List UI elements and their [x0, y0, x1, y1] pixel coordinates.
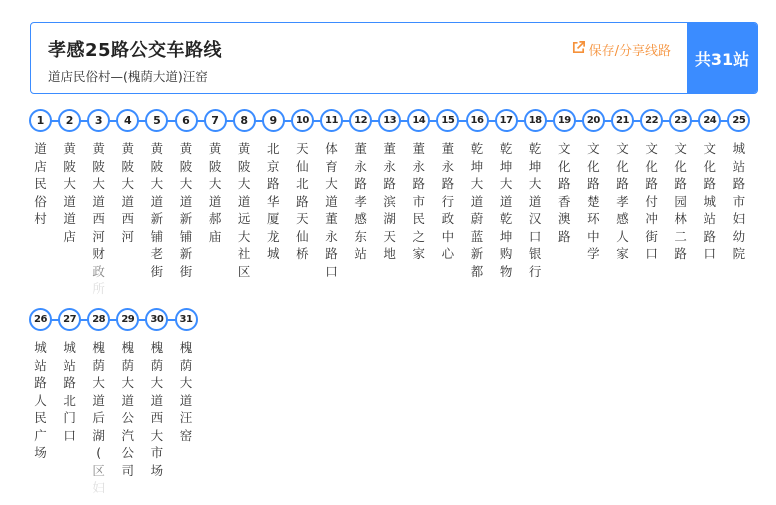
- stop-number[interactable]: 29: [116, 308, 139, 331]
- stop-number[interactable]: 14: [407, 109, 430, 132]
- stop-name[interactable]: 黄 陂 大 道 郝 庙: [208, 141, 222, 244]
- stop-name[interactable]: 天 仙 北 路 天 仙 桥: [296, 141, 309, 261]
- bus-stop[interactable]: [349, 109, 372, 263]
- stop-number[interactable]: 8: [233, 109, 256, 132]
- bus-stop[interactable]: [87, 109, 110, 298]
- bus-stop[interactable]: [204, 109, 227, 245]
- stop-name[interactable]: 槐 荫 大 道 后 湖 ( 区 妇: [92, 340, 105, 495]
- bus-stop[interactable]: [553, 109, 576, 245]
- bus-stop[interactable]: [87, 308, 110, 497]
- stop-name[interactable]: 文 化 路 孝 感 人 家: [616, 141, 629, 261]
- stop-name[interactable]: 董 永 路 市 民 之 家: [412, 141, 426, 261]
- bus-stop[interactable]: [291, 109, 314, 263]
- stop-name[interactable]: 董 永 路 行 政 中 心: [441, 141, 455, 261]
- bus-stop[interactable]: [378, 109, 401, 263]
- stop-name[interactable]: 槐 荫 大 道 西 大 市 场: [150, 340, 164, 478]
- stop-number[interactable]: 1: [29, 109, 52, 132]
- stop-name[interactable]: 黄 陂 大 道 道 店: [63, 141, 76, 244]
- bus-stop[interactable]: [58, 308, 81, 444]
- bus-stop[interactable]: [698, 109, 721, 263]
- bus-stop[interactable]: [145, 109, 168, 280]
- bus-stop[interactable]: [524, 109, 547, 280]
- bus-stop[interactable]: [727, 109, 750, 263]
- stop-number[interactable]: 2: [58, 109, 81, 132]
- stop-name[interactable]: 槐 荫 大 道 汪 窑: [179, 340, 193, 443]
- stop-name[interactable]: 文 化 路 楚 环 中 学: [587, 141, 600, 261]
- stop-name[interactable]: 文 化 路 园 林 二 路: [674, 141, 687, 261]
- stop-name[interactable]: 文 化 路 城 站 路 口: [703, 141, 717, 261]
- stop-name[interactable]: 董 永 路 孝 感 东 站: [354, 141, 367, 261]
- bus-stop[interactable]: [466, 109, 489, 280]
- stop-number[interactable]: 11: [320, 109, 343, 132]
- stop-number[interactable]: 13: [378, 109, 401, 132]
- stop-name[interactable]: 槐 荫 大 道 公 汽 公 司: [121, 340, 135, 478]
- save-share-link[interactable]: [571, 40, 671, 59]
- stop-name[interactable]: 文 化 路 香 澳 路: [558, 141, 571, 244]
- stop-name[interactable]: 乾 坤 大 道 乾 坤 购 物: [499, 141, 513, 279]
- stop-number[interactable]: 17: [495, 109, 518, 132]
- stop-number[interactable]: 3: [87, 109, 110, 132]
- save-share-label: 保存/分享线路: [588, 44, 671, 59]
- stop-number[interactable]: 12: [349, 109, 372, 132]
- bus-stop[interactable]: [233, 109, 256, 280]
- stops-row-1: [29, 109, 759, 319]
- bus-stop[interactable]: [320, 109, 343, 280]
- stop-number[interactable]: 24: [698, 109, 721, 132]
- stop-number[interactable]: 5: [145, 109, 168, 132]
- bus-stop[interactable]: [262, 109, 285, 263]
- stop-name[interactable]: 城 站 路 市 妇 幼 院: [732, 141, 746, 261]
- stop-name[interactable]: 黄 陂 大 道 远 大 社 区: [237, 141, 251, 279]
- bus-stop[interactable]: [29, 109, 52, 228]
- bus-stop[interactable]: [640, 109, 663, 263]
- route-title: 孝感25路公交车路线: [48, 40, 223, 61]
- bus-stop[interactable]: [116, 308, 139, 479]
- stop-name[interactable]: 乾 坤 大 道 蔚 蓝 新 都: [470, 141, 484, 279]
- stop-name[interactable]: 道 店 民 俗 村: [34, 141, 47, 226]
- stop-number[interactable]: 4: [116, 109, 139, 132]
- bus-stop[interactable]: [175, 308, 198, 444]
- stop-name[interactable]: 文 化 路 付 冲 街 口: [645, 141, 658, 261]
- stop-name[interactable]: 城 站 路 北 门 口: [63, 340, 76, 443]
- stop-name[interactable]: 黄 陂 大 道 西 河: [121, 141, 135, 244]
- stop-name[interactable]: 黄 陂 大 道 西 河 财 政 所: [92, 141, 105, 296]
- stop-number[interactable]: 9: [262, 109, 285, 132]
- bus-stop[interactable]: [495, 109, 518, 280]
- stop-name[interactable]: 乾 坤 大 道 汉 口 银 行: [528, 141, 542, 279]
- stop-name[interactable]: 黄 陂 大 道 新 铺 老 街: [150, 141, 164, 279]
- stop-name[interactable]: 城 站 路 人 民 广 场: [34, 340, 47, 460]
- bus-stop[interactable]: [611, 109, 634, 263]
- bus-stop[interactable]: [145, 308, 168, 479]
- stop-number[interactable]: 28: [87, 308, 110, 331]
- stop-number[interactable]: 25: [727, 109, 750, 132]
- bus-stop[interactable]: [58, 109, 81, 245]
- route-header: [30, 22, 758, 94]
- stop-name[interactable]: 体 育 大 道 董 永 路 口: [325, 141, 338, 279]
- stop-number[interactable]: 23: [669, 109, 692, 132]
- stop-number[interactable]: 19: [553, 109, 576, 132]
- stop-number[interactable]: 22: [640, 109, 663, 132]
- bus-stop[interactable]: [29, 308, 52, 462]
- bus-stop[interactable]: [582, 109, 605, 263]
- stop-name[interactable]: 黄 陂 大 道 新 铺 新 街: [179, 141, 193, 279]
- bus-stop[interactable]: [175, 109, 198, 280]
- bus-stop[interactable]: [407, 109, 430, 263]
- stop-number[interactable]: 30: [145, 308, 168, 331]
- stop-number[interactable]: 6: [175, 109, 198, 132]
- stop-number[interactable]: 31: [175, 308, 198, 331]
- stop-number[interactable]: 26: [29, 308, 52, 331]
- stop-number[interactable]: 16: [466, 109, 489, 132]
- stop-name[interactable]: 北 京 路 华 厦 龙 城: [267, 141, 280, 261]
- stop-number[interactable]: 10: [291, 109, 314, 132]
- stop-number[interactable]: 7: [204, 109, 227, 132]
- stop-number[interactable]: 18: [524, 109, 547, 132]
- share-external-icon: [571, 40, 586, 59]
- bus-stop[interactable]: [669, 109, 692, 263]
- stop-number[interactable]: 20: [582, 109, 605, 132]
- stop-number[interactable]: 27: [58, 308, 81, 331]
- stop-number[interactable]: 15: [436, 109, 459, 132]
- route-endpoints: 道店民俗村—(槐荫大道)汪窑: [48, 69, 208, 84]
- stop-name[interactable]: 董 永 路 滨 湖 天 地: [383, 141, 396, 261]
- stop-count-badge: 共31站: [687, 23, 757, 93]
- stop-number[interactable]: 21: [611, 109, 634, 132]
- stops-row-2: [29, 308, 229, 505]
- bus-stop[interactable]: [116, 109, 139, 245]
- bus-stop[interactable]: [436, 109, 459, 263]
